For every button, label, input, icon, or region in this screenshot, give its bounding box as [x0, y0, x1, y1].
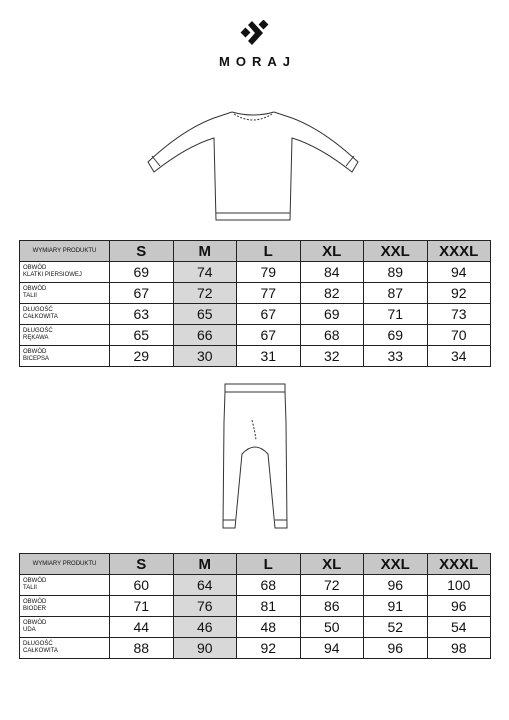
table-cell: 30: [173, 346, 237, 367]
moraj-logo-icon: [238, 20, 272, 46]
table-cell: 60: [110, 575, 174, 596]
table-cell: 89: [364, 262, 428, 283]
long-sleeve-top-icon: [142, 108, 364, 232]
table-row: [20, 575, 491, 596]
table-cell: 87: [364, 283, 428, 304]
table-cell: 48: [237, 617, 301, 638]
size-header: S: [110, 241, 174, 262]
table-header-row: [20, 554, 491, 575]
size-header: XXL: [364, 554, 428, 575]
table-cell: 79: [237, 262, 301, 283]
table-cell: 81: [237, 596, 301, 617]
size-header: L: [237, 554, 301, 575]
table-cell: 70: [427, 325, 491, 346]
table-cell: 98: [427, 638, 491, 659]
table-cell: 96: [427, 596, 491, 617]
table-cell: 66: [173, 325, 237, 346]
size-header: XXL: [364, 241, 428, 262]
table-row: [20, 596, 491, 617]
size-header: S: [110, 554, 174, 575]
top-size-table: [19, 240, 491, 367]
row-label: OBWÓD UDA: [20, 617, 110, 638]
table-cell: 67: [237, 304, 301, 325]
table-cell: 71: [110, 596, 174, 617]
table-cell: 67: [110, 283, 174, 304]
size-header: M: [173, 241, 237, 262]
table-cell: 92: [427, 283, 491, 304]
table-cell: 96: [364, 575, 428, 596]
table-cell: 52: [364, 617, 428, 638]
row-label: DŁUGOŚĆ CAŁKOWITA: [20, 638, 110, 659]
table-cell: 69: [364, 325, 428, 346]
table-cell: 34: [427, 346, 491, 367]
leggings-icon: [218, 382, 292, 538]
table-row: [20, 617, 491, 638]
table-cell: 84: [300, 262, 364, 283]
table-cell: 88: [110, 638, 174, 659]
table-cell: 33: [364, 346, 428, 367]
table-cell: 94: [427, 262, 491, 283]
brand-name: MORAJ: [219, 54, 296, 69]
table-cell: 65: [173, 304, 237, 325]
row-label: OBWÓD BIODER: [20, 596, 110, 617]
table-cell: 54: [427, 617, 491, 638]
table-cell: 69: [110, 262, 174, 283]
table-cell: 63: [110, 304, 174, 325]
size-header: XXXL: [427, 241, 491, 262]
table-row: [20, 346, 491, 367]
table-cell: 67: [237, 325, 301, 346]
header-label: WYMIARY PRODUKTU: [20, 554, 110, 575]
table-cell: 50: [300, 617, 364, 638]
table-row: [20, 283, 491, 304]
table-cell: 72: [300, 575, 364, 596]
table-cell: 77: [237, 283, 301, 304]
brand-header: [0, 20, 509, 69]
row-label: OBWÓD TALII: [20, 575, 110, 596]
row-label: DŁUGOŚĆ RĘKAWA: [20, 325, 110, 346]
row-label: OBWÓD KLATKI PIERSIOWEJ: [20, 262, 110, 283]
table-cell: 86: [300, 596, 364, 617]
table-cell: 74: [173, 262, 237, 283]
table-cell: 96: [364, 638, 428, 659]
table-row: [20, 262, 491, 283]
table-cell: 68: [300, 325, 364, 346]
table-cell: 71: [364, 304, 428, 325]
table-cell: 92: [237, 638, 301, 659]
table-cell: 73: [427, 304, 491, 325]
table-cell: 46: [173, 617, 237, 638]
table-cell: 91: [364, 596, 428, 617]
row-label: OBWÓD BICEPSA: [20, 346, 110, 367]
row-label: OBWÓD TALII: [20, 283, 110, 304]
bottom-size-table: [19, 553, 491, 659]
table-cell: 100: [427, 575, 491, 596]
table-cell: 64: [173, 575, 237, 596]
table-cell: 29: [110, 346, 174, 367]
table-row: [20, 325, 491, 346]
table-cell: 65: [110, 325, 174, 346]
table-cell: 76: [173, 596, 237, 617]
row-label: DŁUGOŚĆ CAŁKOWITA: [20, 304, 110, 325]
size-header: XL: [300, 554, 364, 575]
table-row: [20, 638, 491, 659]
table-cell: 72: [173, 283, 237, 304]
size-header: M: [173, 554, 237, 575]
table-cell: 90: [173, 638, 237, 659]
table-cell: 69: [300, 304, 364, 325]
table-cell: 82: [300, 283, 364, 304]
table-cell: 32: [300, 346, 364, 367]
header-label: WYMIARY PRODUKTU: [20, 241, 110, 262]
table-cell: 31: [237, 346, 301, 367]
table-header-row: [20, 241, 491, 262]
size-header: XL: [300, 241, 364, 262]
table-cell: 68: [237, 575, 301, 596]
size-header: XXXL: [427, 554, 491, 575]
table-cell: 44: [110, 617, 174, 638]
table-cell: 94: [300, 638, 364, 659]
table-row: [20, 304, 491, 325]
size-header: L: [237, 241, 301, 262]
